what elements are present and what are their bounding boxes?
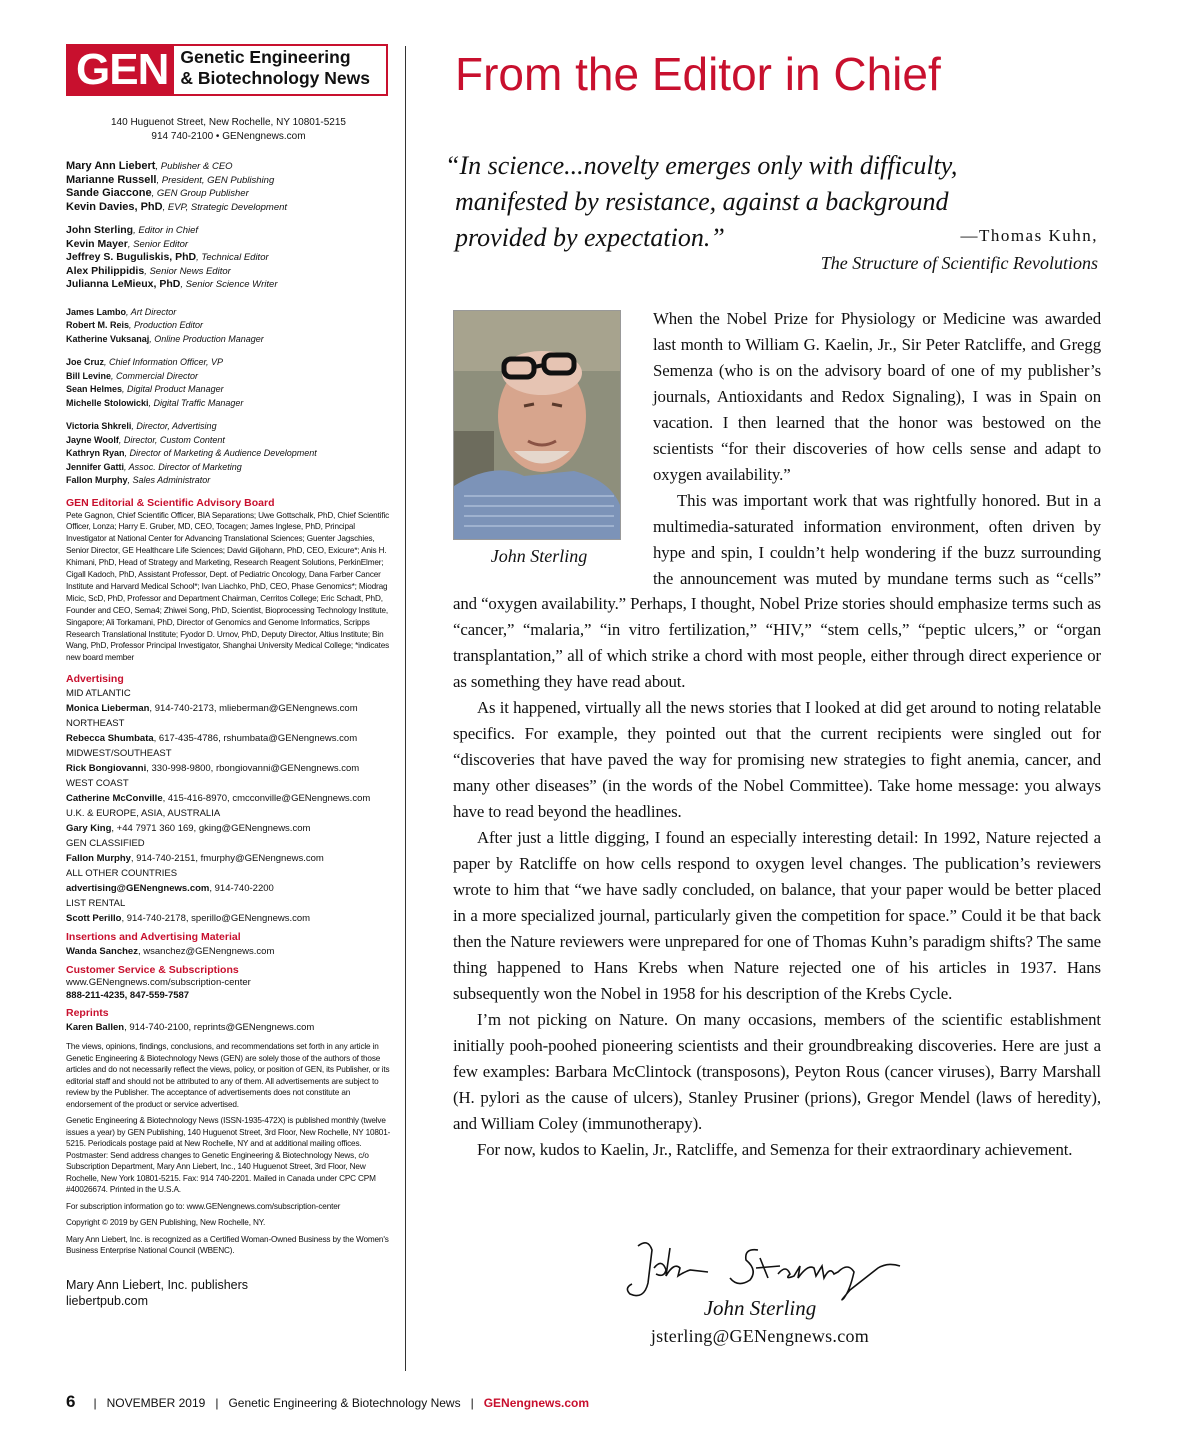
author-email[interactable]: jsterling@GENengnews.com xyxy=(650,1326,870,1346)
staff-row: Fallon Murphy, Sales Administrator xyxy=(66,475,211,485)
staff-production xyxy=(66,306,391,347)
ad-contact: Catherine McConville, 415-416-8970, cmcconville@GENengnews.com xyxy=(66,793,371,805)
ad-contact: Rebecca Shumbata, 617-435-4786, rshumbata@GENengnews.com xyxy=(66,733,358,745)
article-paragraph: When the Nobel Prize for Physiology or Medicine was awarded last month to William G. Kaelin, Jr., Sir Peter Ratcliffe, and Gregg Semenza (who is on the advisory board of one of my publisher’s journals, Antioxidants and Redox Signaling), I was in Spain on vacation. I then learned that the honor was bestowed on the scientists “for their discoveries of how cells sense and adapt to oxygen availability.” xyxy=(653,309,1101,484)
ad-contact: Fallon Murphy, 914-740-2151, fmurphy@GENengnews.com xyxy=(66,853,324,865)
customer-service-info xyxy=(66,977,391,1002)
advertising-heading: Advertising xyxy=(66,673,124,686)
ad-contact: Rick Bongiovanni, 330-998-9800, rbongiovanni@GENengnews.com xyxy=(66,763,360,775)
advisory-board-heading: GEN Editorial & Scientific Advisory Board xyxy=(66,496,275,509)
staff-executive xyxy=(66,160,391,214)
ad-region: LIST RENTAL xyxy=(66,898,126,910)
article-paragraph: After just a little digging, I found an especially interesting detail: In 1992, Nature rejected a paper by Ratcliffe on how cells respond to oxygen level changes. The publication’s reviewers wrote to him that “we have sadly concluded, on balance, that your paper would be better placed in a more specialized journal, particularly given the competition for space.” Could it be that back then the Nature reviewers were unprepared for one of Thomas Kuhn’s paradigm shifts? The same thing happened to Hans Krebs when Nature rejected one of his articles in 1937. Hans subsequently won the Nobel in 1958 for his description of the Krebs Cycle. xyxy=(453,828,1101,1003)
article-paragraph: For now, kudos to Kaelin, Jr., Ratcliffe, and Semenza for their extraordinary achievement. xyxy=(477,1139,1073,1159)
customer-service-phones: 888-211-4235, 847-559-7587 xyxy=(66,989,190,1001)
staff-row: Sean Helmes, Digital Product Manager xyxy=(66,384,224,394)
ad-region: NORTHEAST xyxy=(66,718,125,730)
ad-contact: Gary King, +44 7971 360 169, gking@GENengnews.com xyxy=(66,823,311,835)
page-number: 6 xyxy=(66,1392,76,1411)
article-paragraph: As it happened, virtually all the news stories that I looked at did get around to noting relatable specifics. For example, they pointed out that the current recipients were singled out for “discoveries that have paved the way for promising new strategies to fight anemia, cancer, and many other diseases” (in the words of the Nobel Committee). Take home message: you always have to read beyond the headlines. xyxy=(453,698,1101,822)
publisher-url[interactable]: liebertpub.com xyxy=(66,1293,148,1308)
ad-region: MID ATLANTIC xyxy=(66,688,131,700)
logo-mark: GEN xyxy=(68,46,174,94)
reprints-contact: Karen Ballen, 914-740-2100, reprints@GENengnews.com xyxy=(66,1022,315,1034)
photo-caption: John Sterling xyxy=(490,546,588,566)
footer-separator: | xyxy=(93,1396,97,1410)
customer-service-heading: Customer Service & Subscriptions xyxy=(66,964,239,977)
staff-row: Mary Ann Liebert, Publisher & CEO xyxy=(66,160,233,172)
reprints-heading: Reprints xyxy=(66,1007,109,1020)
photo-spacer xyxy=(453,306,653,578)
footer-separator: | xyxy=(215,1396,219,1410)
staff-row: Joe Cruz, Chief Information Officer, VP xyxy=(66,357,224,367)
staff-row: Michelle Stolowicki, Digital Traffic Manager xyxy=(66,397,244,408)
advertising-contacts xyxy=(66,686,391,926)
quote-source: The Structure of Scientific Revolutions xyxy=(820,253,1098,273)
masthead-column xyxy=(66,44,391,1309)
disclaimer: The views, opinions, findings, conclusions, and recommendations set forth in any article in Genetic Engineering & Biotechnology News (GEN) are solely those of the authors of those articles and do not necessarily reflect the views, policy, or position of GEN, its Publisher, or its editorial staff and should not be attributed to any of them. All advertisements are subject to review by the Publisher. The acceptance of advertisements does not constitute an endorsement of the product or service advertised. xyxy=(66,1042,390,1109)
footer-separator: | xyxy=(470,1396,474,1410)
advisory-board-list: Pete Gagnon, Chief Scientific Officer, BIA Separations; Uwe Gottschalk, PhD, Chief Scientific Officer, Lonza; Harry E. Gruber, MD, CEO, Tocagen; James Inglese, PhD, Principal Investigator at National Center for Advancing Translational Sciences; Guenter Jagschies, Senior Director, GE Healthcare Life Sciences; David Giljohann, PhD, CEO, Exicure*; Anis H. Khimani, PhD, Head of Strategy and Marketing, Research Reagent Solutions, PerkinElmer; Cigall Kadoch, PhD, Assistant Professor, Dept. of Pediatric Oncology, Dana Farber Cancer Institute and Harvard Medical School*; Ivan Liachko, PhD, CEO, Phase Genomics*; Miodrag Micic, ScD, PhD, Professor and Department Chairman, Cerritos College; Eric Schadt, PhD, Founder and CEO, Sema4; Zhiwei Song, PhD, Scientist, Bioprocessing Technology Institute, Singapore; Ali Torkamani, PhD, Director of Genomics and Genome Informatics, Scripps Research Translational Institute; Fyodor D. Urnov, PhD, Deputy Director, Altius Institute; Bin Wang, PhD, Professor Principal Investigator, Shanghai University Medical College; *indicates new board member xyxy=(66,510,390,663)
ad-contact: Monica Lieberman, 914-740-2173, mlieberman@GENengnews.com xyxy=(66,703,358,715)
staff-marketing xyxy=(66,420,391,488)
staff-row: Kevin Davies, PhD, EVP, Strategic Development xyxy=(66,200,288,213)
ad-contact: Scott Perillo, 914-740-2178, sperillo@GENengnews.com xyxy=(66,913,311,925)
page-title: From the Editor in Chief xyxy=(455,48,941,100)
staff-row: Kathryn Ryan, Director of Marketing & Audience Development xyxy=(66,448,317,458)
logo-line-2: & Biotechnology News xyxy=(180,68,370,88)
staff-row: Jeffrey S. Buguliskis, PhD, Technical Editor xyxy=(66,251,269,263)
logo-wordmark xyxy=(174,46,370,94)
publication-notice: Genetic Engineering & Biotechnology News (ISSN-1935-472X) is published monthly (twelve issues a year) by GEN Publishing, 140 Huguenot Street, 3rd Floor, New Rochelle, NY 10801-5215. Periodicals postage paid at New Rochelle, NY and at additional mailing offices. Postmaster: Send address changes to Genetic Engineering & Biotechnology News, c/o Subscription Department, Mary Ann Liebert, Inc., 140 Huguenot Street, 3rd Floor, New Rochelle, New York 10801-5215. Fax: 914 740-2201. Mailed in Canada under CPC CPM #40026674. Printed in the U.S.A. xyxy=(66,1116,391,1195)
column-divider xyxy=(405,46,406,1371)
page-footer xyxy=(66,1392,589,1412)
quote-line: “In science...novelty emerges only with difficulty, xyxy=(445,151,958,180)
publisher-name: Mary Ann Liebert, Inc. publishers xyxy=(66,1277,249,1292)
website-link[interactable]: GENengnews.com xyxy=(483,1396,590,1410)
fine-print xyxy=(66,1041,391,1257)
copyright: Copyright © 2019 by GEN Publishing, New Rochelle, NY. xyxy=(66,1218,266,1228)
address-line-2: 914 740-2100 • GENengnews.com xyxy=(151,131,306,142)
staff-row: Julianna LeMieux, PhD, Senior Science Writer xyxy=(66,278,278,290)
signature-name: John Sterling xyxy=(703,1296,817,1320)
staff-row: Jennifer Gatti, Assoc. Director of Marketing xyxy=(66,461,242,472)
subscription-note: For subscription information go to: www.GENengnews.com/subscription-center xyxy=(66,1201,341,1211)
publisher-block xyxy=(66,1277,391,1309)
ad-region: WEST COAST xyxy=(66,778,129,790)
address xyxy=(66,116,391,144)
staff-row: Marianne Russell, President, GEN Publishing xyxy=(66,173,275,186)
gen-logo[interactable] xyxy=(66,44,388,96)
quote-line: manifested by resistance, against a background xyxy=(455,187,949,216)
issue-date: NOVEMBER 2019 xyxy=(106,1396,206,1410)
insertions-contact: Wanda Sanchez, wsanchez@GENengnews.com xyxy=(66,946,275,958)
staff-row: John Sterling, Editor in Chief xyxy=(66,224,199,236)
staff-digital xyxy=(66,356,391,410)
ad-region: MIDWEST/SOUTHEAST xyxy=(66,748,172,760)
staff-row: Bill Levine, Commercial Director xyxy=(66,370,199,381)
staff-row: Sande Giaccone, GEN Group Publisher xyxy=(66,187,249,199)
staff-row: James Lambo, Art Director xyxy=(66,306,177,317)
staff-row: Kevin Mayer, Senior Editor xyxy=(66,237,189,250)
logo-line-1: Genetic Engineering xyxy=(180,47,351,67)
article-paragraph: I’m not picking on Nature. On many occasions, members of the scientific establishment initially pooh-poohed pioneering scientists and their groundbreaking discoveries. Here are just a few examples: Barbara McClintock (transposons), Peyton Rous (cancer viruses), Barry Marshall (H. pylori as the cause of ulcers), Stanley Prusiner (prions), Gregor Mendel (laws of heredity), and William Coley (immunotherapy). xyxy=(453,1009,1101,1133)
publication-name: Genetic Engineering & Biotechnology News xyxy=(228,1396,461,1410)
staff-row: Robert M. Reis, Production Editor xyxy=(66,320,204,330)
wbenc-note: Mary Ann Liebert, Inc. is recognized as a Certified Woman-Owned Business by the Women's Business Enterprise National Council (WBENC). xyxy=(66,1234,389,1256)
subscription-url[interactable]: www.GENengnews.com/subscription-center xyxy=(66,977,251,989)
insertions-heading: Insertions and Advertising Material xyxy=(66,931,241,944)
staff-row: Jayne Woolf, Director, Custom Content xyxy=(66,434,225,445)
ad-contact: advertising@GENengnews.com, 914-740-2200 xyxy=(66,883,274,895)
staff-editorial xyxy=(66,224,391,292)
article-body xyxy=(453,306,1101,1162)
staff-row: Victoria Shkreli, Director, Advertising xyxy=(66,421,217,431)
ad-region: ALL OTHER COUNTRIES xyxy=(66,868,178,880)
ad-region: U.K. & EUROPE, ASIA, AUSTRALIA xyxy=(66,808,221,820)
quote-line: provided by expectation.” xyxy=(455,223,725,252)
staff-row: Katherine Vuksanaj, Online Production Manager xyxy=(66,333,264,344)
article-paragraph: This was important work that was rightfully honored. But in a multimedia-saturated information environment, often driven by hype and spin, I couldn’t help wondering if the buzz surrounding the announcement was muted by mundane terms such as “cells” and “oxygen availability.” Perhaps, I thought, Nobel Prize stories should emphasize terms such as “cancer,” “malaria,” “in vitro fertilization,” “HIV,” “stem cells,” “peptic ulcers,” or “organ transplantation,” all of which strike a chord with most people, either through direct experience or as something they have read about. xyxy=(453,490,1101,692)
quote-author: —Thomas Kuhn, xyxy=(960,226,1098,245)
staff-row: Alex Philippidis, Senior News Editor xyxy=(66,264,231,277)
address-line-1: 140 Huguenot Street, New Rochelle, NY 10801-5215 xyxy=(111,117,346,128)
ad-region: GEN CLASSIFIED xyxy=(66,838,145,850)
